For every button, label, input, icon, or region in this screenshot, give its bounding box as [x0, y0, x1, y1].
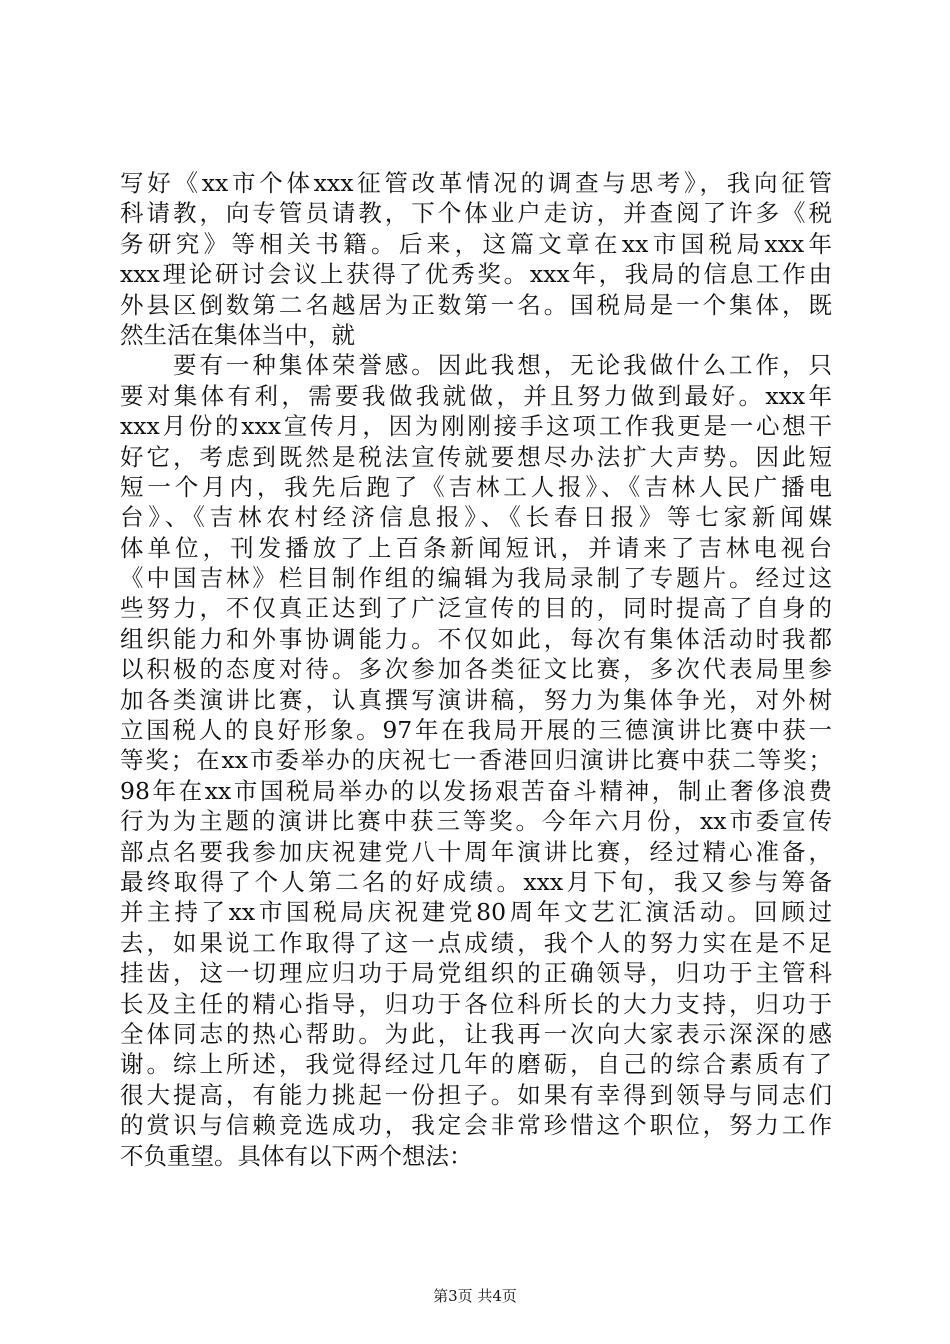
text-line: 并主持了xx市国税局庆祝建党80周年文艺汇演活动。回顾过 — [120, 898, 832, 927]
text-line: 长及主任的精心指导，归功于各位科所长的大力支持，归功于 — [120, 989, 832, 1018]
page-number-footer: 第3页 共4页 — [433, 1287, 517, 1305]
text-line: 加各类演讲比赛，认真撰写演讲稿，努力为集体争光，对外树 — [120, 685, 832, 714]
body-text — [120, 168, 832, 1171]
text-line: 全体同志的热心帮助。为此，让我再一次向大家表示深深的感 — [120, 1019, 832, 1048]
text-line: 些努力，不仅真正达到了广泛宣传的目的，同时提高了自身的 — [120, 594, 832, 623]
text-line: 行为为主题的演讲比赛中获三等奖。今年六月份，xx市委宣传 — [120, 807, 832, 836]
text-line: 谢。综上所述，我觉得经过几年的磨砺，自己的综合素质有了 — [120, 1050, 832, 1079]
text-line: 不负重望。具体有以下两个想法： — [120, 1141, 473, 1170]
text-line: 去，如果说工作取得了这一点成绩，我个人的努力实在是不足 — [120, 928, 832, 957]
text-line: 组织能力和外事协调能力。不仅如此，每次有集体活动时我都 — [120, 624, 832, 653]
text-line: xxx理论研讨会议上获得了优秀奖。xxx年，我局的信息工作由 — [120, 260, 832, 289]
text-line: 挂齿，这一切理应归功于局党组织的正确领导，归功于主管科 — [120, 959, 832, 988]
text-line: 好它，考虑到既然是税法宣传就要想尽办法扩大声势。因此短 — [120, 442, 832, 471]
text-line: 台》、《吉林农村经济信息报》、《长春日报》等七家新闻媒 — [120, 503, 832, 532]
text-line: xxx月份的xxx宣传月，因为刚刚接手这项工作我更是一心想干 — [120, 412, 832, 441]
text-line: 然生活在集体当中，就 — [120, 320, 355, 349]
text-line: 立国税人的良好形象。97年在我局开展的三德演讲比赛中获一 — [120, 716, 832, 745]
text-line: 等奖；在xx市委举办的庆祝七一香港回归演讲比赛中获二等奖； — [120, 746, 832, 775]
text-line: 98年在xx市国税局举办的以发扬艰苦奋斗精神，制止奢侈浪费 — [120, 776, 832, 805]
text-line: 以积极的态度对待。多次参加各类征文比赛，多次代表局里参 — [120, 655, 832, 684]
text-line: 最终取得了个人第二名的好成绩。xxx月下旬，我又参与筹备 — [120, 867, 832, 896]
text-line: 科请教，向专管员请教，下个体业户走访，并查阅了许多《税 — [120, 199, 832, 228]
text-line: 外县区倒数第二名越居为正数第一名。国税局是一个集体，既 — [120, 290, 832, 319]
text-line: 要对集体有利，需要我做我就做，并且努力做到最好。xxx年 — [120, 381, 832, 410]
text-line: 务研究》等相关书籍。后来，这篇文章在xx市国税局xxx年 — [120, 229, 832, 258]
text-line: 的赏识与信赖竞选成功，我定会非常珍惜这个职位，努力工作 — [120, 1111, 832, 1140]
text-line: 体单位，刊发播放了上百条新闻短讯，并请来了吉林电视台 — [120, 533, 832, 562]
text-line: 短一个月内，我先后跑了《吉林工人报》、《吉林人民广播电 — [120, 472, 832, 501]
text-line: 部点名要我参加庆祝建党八十周年演讲比赛，经过精心准备， — [120, 837, 832, 866]
text-line: 要有一种集体荣誉感。因此我想，无论我做什么工作，只 — [120, 351, 832, 380]
text-line: 《中国吉林》栏目制作组的编辑为我局录制了专题片。经过这 — [120, 564, 832, 593]
text-line: 很大提高，有能力挑起一份担子。如果有幸得到领导与同志们 — [120, 1080, 832, 1109]
text-line: 写好《xx市个体xxx征管改革情况的调查与思考》，我向征管 — [120, 169, 832, 197]
